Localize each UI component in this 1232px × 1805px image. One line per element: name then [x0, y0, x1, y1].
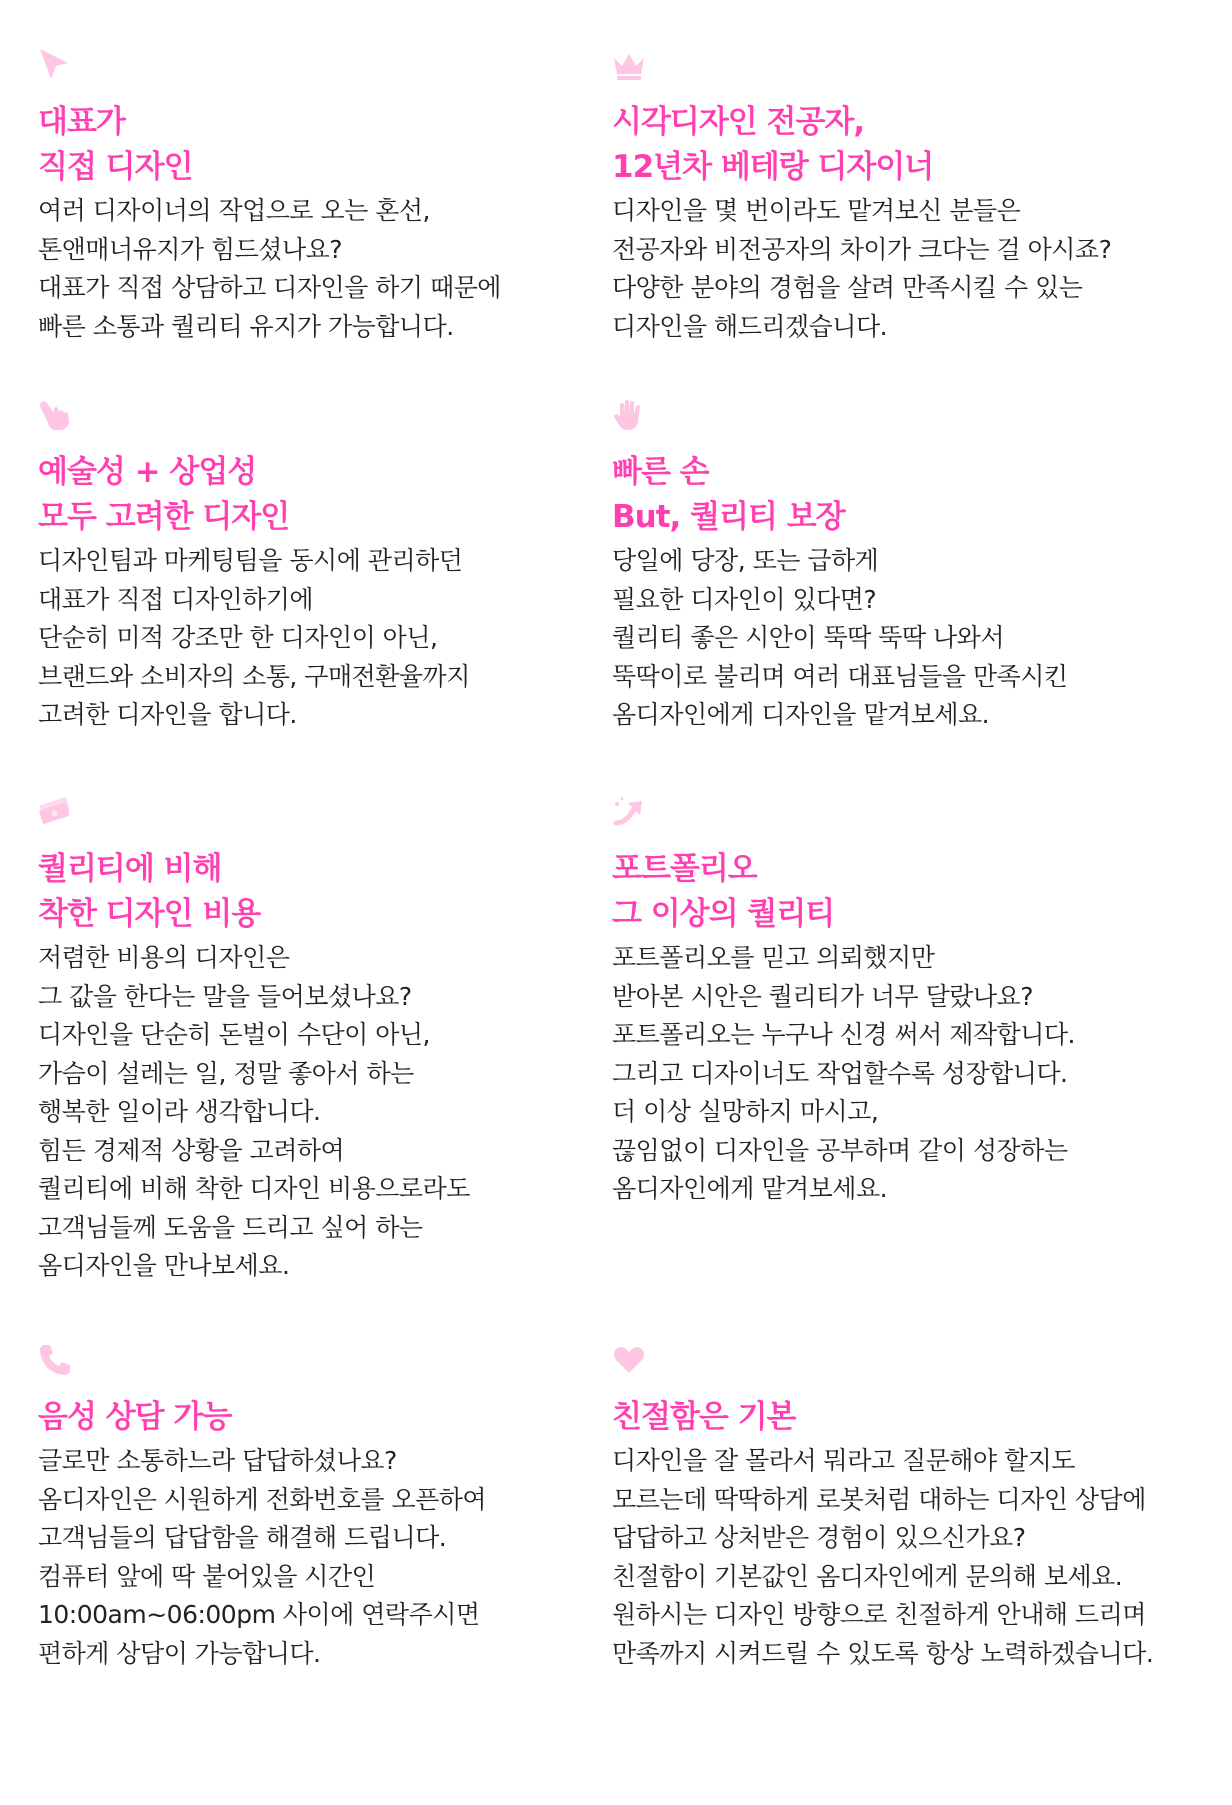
feature-title: 친절함은 기본	[612, 1399, 796, 1435]
feature-description: 글로만 소통하느라 답답하셨나요? 옴디자인은 시원하게 전화번호를 오픈하여 고객님들의 답답함을 해결해 드립니다. 컴퓨터 앞에 딱 붙어있을 시간인 10:00am~06:00pm 사이에 연락주시면 편하게 상담이 가능합니다.	[38, 1446, 487, 1668]
crown-icon	[610, 46, 648, 84]
feature-description: 디자인을 잘 몰라서 뭐라고 질문해야 할지도 모르는데 딱딱하게 로봇처럼 대하는 디자인 상담에 답답하고 상처받은 경험이 있으신가요? 친절함이 기본값인 옴디자인에게 문의해 보세요. 원하시는 디자인 방향으로 친절하게 안내해 드리며 만족까지 시켜드릴 수 있도록 항상 노력하겠습니다.	[612, 1446, 1154, 1668]
feature-description: 디자인팀과 마케팅팀을 동시에 관리하던 대표가 직접 디자인하기에 단순히 미적 강조만 한 디자인이 아닌, 브랜드와 소비자의 소통, 구매전환율까지 고려한 디자인을 합니다.	[38, 546, 470, 729]
feature-card-voice-consultation	[38, 1341, 598, 1673]
growth-arrow-icon	[610, 793, 648, 831]
money-bills-icon	[36, 793, 74, 831]
feature-title: 포트폴리오 그 이상의 퀄리티	[612, 851, 835, 932]
feature-description: 여러 디자이너의 작업으로 오는 혼선, 톤앤매너유지가 힘드셨나요? 대표가 직접 상담하고 디자인을 하기 때문에 빠른 소통과 퀄리티 유지가 가능합니다.	[38, 196, 501, 341]
heart-icon	[610, 1341, 648, 1379]
feature-title: 대표가 직접 디자인	[38, 104, 193, 185]
feature-card-direct-design	[38, 46, 598, 346]
feature-title: 퀄리티에 비해 착한 디자인 비용	[38, 851, 261, 932]
feature-card-art-and-business	[38, 396, 598, 735]
feature-title: 예술성 + 상업성 모두 고려한 디자인	[38, 454, 290, 535]
phone-icon	[36, 1341, 74, 1379]
cursor-arrow-icon	[36, 46, 74, 84]
feature-card-beyond-portfolio	[612, 793, 1172, 1209]
feature-card-fast-hands	[612, 396, 1172, 735]
pointing-hand-icon	[36, 396, 74, 434]
feature-card-affordable-price	[38, 793, 598, 1286]
feature-title: 빠른 손 But, 퀄리티 보장	[612, 454, 845, 535]
feature-title: 시각디자인 전공자, 12년차 베테랑 디자이너	[612, 104, 934, 185]
feature-title: 음성 상담 가능	[38, 1399, 232, 1435]
feature-card-kindness	[612, 1341, 1172, 1673]
feature-card-veteran-designer	[612, 46, 1172, 346]
open-hand-icon	[610, 396, 648, 434]
feature-description: 당일에 당장, 또는 급하게 필요한 디자인이 있다면? 퀄리티 좋은 시안이 뚝딱 뚝딱 나와서 뚝딱이로 불리며 여러 대표님들을 만족시킨 옴디자인에게 디자인을 맡겨보세요.	[612, 546, 1068, 729]
feature-description: 저렴한 비용의 디자인은 그 값을 한다는 말을 들어보셨나요? 디자인을 단순히 돈벌이 수단이 아닌, 가슴이 설레는 일, 정말 좋아서 하는 행복한 일이라 생각합니다. 힘든 경제적 상황을 고려하여 퀄리티에 비해 착한 디자인 비용으로라도 고객님들께 도움을 드리고 싶어 하는 옴디자인을 만나보세요.	[38, 943, 470, 1280]
feature-description: 포트폴리오를 믿고 의뢰했지만 받아본 시안은 퀄리티가 너무 달랐나요? 포트폴리오는 누구나 신경 써서 제작합니다. 그리고 디자이너도 작업할수록 성장합니다. 더 이상 실망하지 마시고, 끊임없이 디자인을 공부하며 같이 성장하는 옴디자인에게 맡겨보세요.	[612, 943, 1075, 1203]
feature-description: 디자인을 몇 번이라도 맡겨보신 분들은 전공자와 비전공자의 차이가 크다는 걸 아시죠? 다양한 분야의 경험을 살려 만족시킬 수 있는 디자인을 해드리겠습니다.	[612, 196, 1112, 341]
